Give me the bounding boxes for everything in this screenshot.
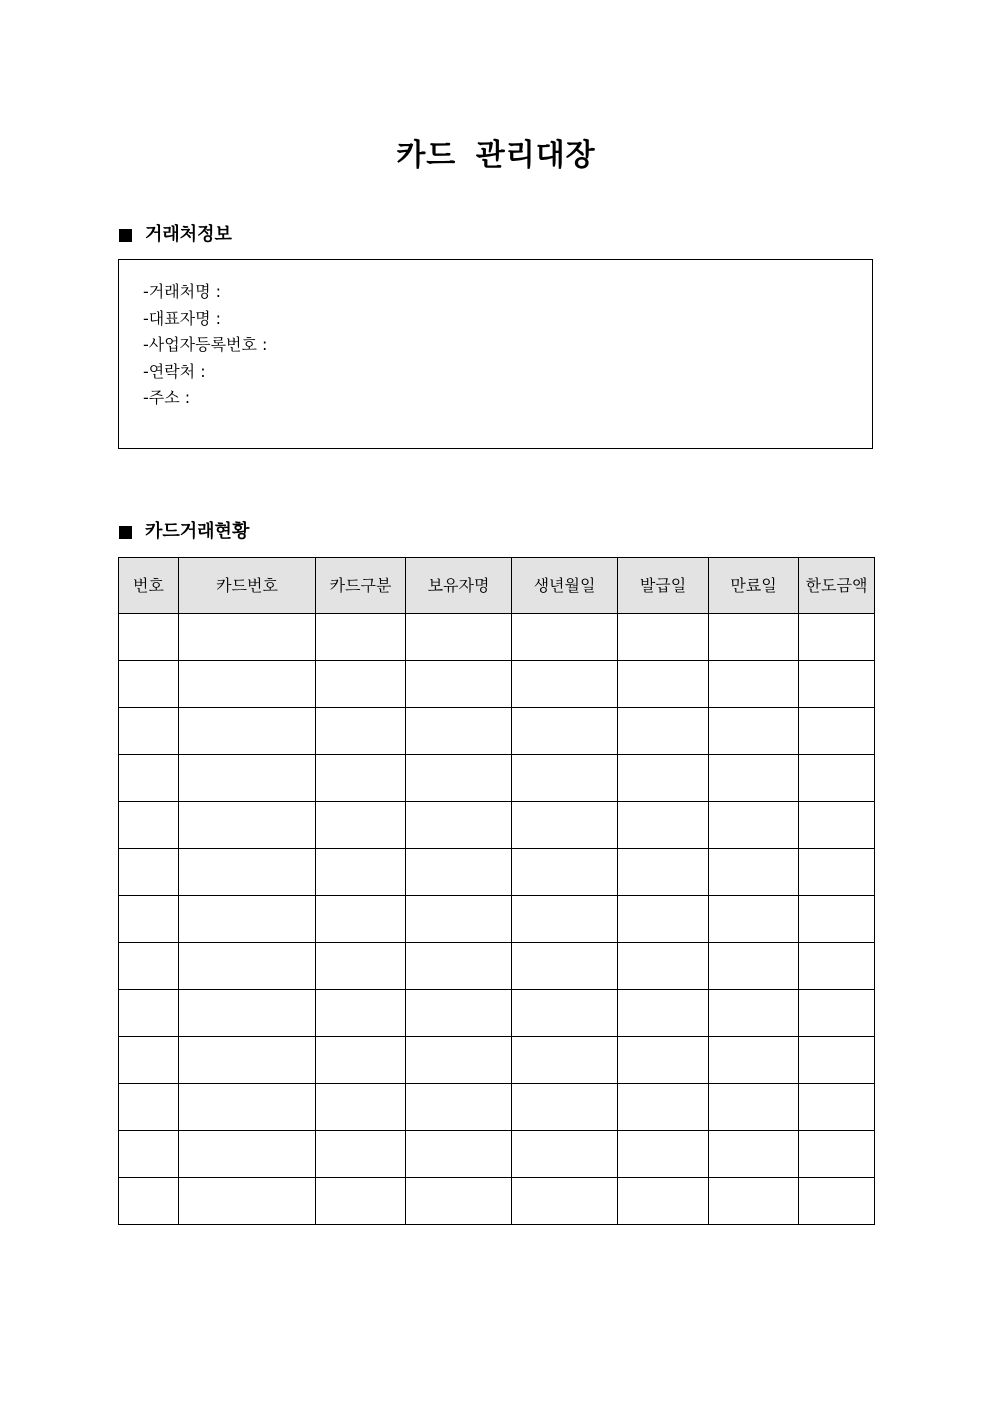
client-name-line [143,279,872,306]
cell-limit-amount[interactable] [799,661,875,708]
cell-card-number[interactable] [179,990,316,1037]
column-header-holder-name: 보유자명 [406,558,512,614]
cell-number[interactable] [119,661,179,708]
cell-issue-date[interactable] [618,755,709,802]
cell-card-number[interactable] [179,896,316,943]
cell-holder-name[interactable] [406,1131,512,1178]
cell-card-number[interactable] [179,661,316,708]
table-row [119,990,875,1037]
cell-expiry-date[interactable] [709,755,799,802]
document-title: 카드 관리대장 [396,138,596,173]
table-header-row [119,558,875,614]
cell-card-type[interactable] [316,802,406,849]
cell-expiry-date[interactable] [709,708,799,755]
table-row [119,1037,875,1084]
cell-holder-name[interactable] [406,708,512,755]
cell-issue-date[interactable] [618,661,709,708]
cell-limit-amount[interactable] [799,1037,875,1084]
square-bullet-icon [119,526,132,539]
cell-card-number[interactable] [179,1037,316,1084]
cell-card-type[interactable] [316,849,406,896]
cell-number[interactable] [119,708,179,755]
cell-birth-date[interactable] [512,1178,618,1225]
cell-issue-date[interactable] [618,896,709,943]
cell-number[interactable] [119,849,179,896]
cell-number[interactable] [119,802,179,849]
cell-card-number[interactable] [179,708,316,755]
cell-expiry-date[interactable] [709,1037,799,1084]
cell-number[interactable] [119,1037,179,1084]
cell-card-number[interactable] [179,1178,316,1225]
cell-number[interactable] [119,990,179,1037]
table-row [119,755,875,802]
representative-line [143,306,872,333]
column-header-card-type: 카드구분 [316,558,406,614]
cell-holder-name[interactable] [406,990,512,1037]
cell-card-number[interactable] [179,849,316,896]
cell-holder-name[interactable] [406,943,512,990]
cell-birth-date[interactable] [512,755,618,802]
cell-card-type[interactable] [316,661,406,708]
column-header-card-number: 카드번호 [179,558,316,614]
column-header-expiry-date: 만료일 [709,558,799,614]
cell-issue-date[interactable] [618,1037,709,1084]
cell-holder-name[interactable] [406,614,512,661]
cell-expiry-date[interactable] [709,896,799,943]
table-row [119,1178,875,1225]
table-row [119,849,875,896]
client-info-heading [119,222,232,248]
client-info-box [118,259,873,449]
address-label: -주소 : [143,388,191,407]
cell-card-type[interactable] [316,1131,406,1178]
cell-expiry-date[interactable] [709,1084,799,1131]
cell-holder-name[interactable] [406,1037,512,1084]
table-row [119,708,875,755]
cell-card-number[interactable] [179,614,316,661]
cell-number[interactable] [119,755,179,802]
cell-number[interactable] [119,1131,179,1178]
cell-birth-date[interactable] [512,708,618,755]
cell-card-number[interactable] [179,802,316,849]
cell-limit-amount[interactable] [799,1131,875,1178]
cell-card-type[interactable] [316,708,406,755]
table-row [119,1084,875,1131]
cell-number[interactable] [119,614,179,661]
cell-issue-date[interactable] [618,1178,709,1225]
cell-limit-amount[interactable] [799,708,875,755]
cell-birth-date[interactable] [512,802,618,849]
cell-expiry-date[interactable] [709,802,799,849]
table-row [119,802,875,849]
cell-issue-date[interactable] [618,943,709,990]
cell-card-number[interactable] [179,755,316,802]
cell-holder-name[interactable] [406,849,512,896]
cell-expiry-date[interactable] [709,661,799,708]
cell-birth-date[interactable] [512,1037,618,1084]
table-row [119,614,875,661]
contact-line [143,359,872,386]
cell-card-type[interactable] [316,1084,406,1131]
cell-holder-name[interactable] [406,1178,512,1225]
table-row [119,896,875,943]
address-line [143,385,872,412]
cell-number[interactable] [119,896,179,943]
cell-card-type[interactable] [316,1037,406,1084]
representative-label: -대표자명 : [143,308,222,328]
cell-expiry-date[interactable] [709,849,799,896]
column-header-birth-date: 생년월일 [512,558,618,614]
card-status-heading-text: 카드거래현황 [145,521,250,542]
cell-holder-name[interactable] [406,896,512,943]
table-row [119,661,875,708]
cell-limit-amount[interactable] [799,849,875,896]
business-number-line [143,332,872,359]
cell-limit-amount[interactable] [799,755,875,802]
cell-card-type[interactable] [316,614,406,661]
card-status-table [118,557,875,1225]
cell-limit-amount[interactable] [799,1084,875,1131]
cell-limit-amount[interactable] [799,943,875,990]
cell-card-type[interactable] [316,943,406,990]
cell-holder-name[interactable] [406,755,512,802]
cell-issue-date[interactable] [618,1084,709,1131]
cell-number[interactable] [119,1084,179,1131]
cell-birth-date[interactable] [512,661,618,708]
cell-holder-name[interactable] [406,661,512,708]
column-header-limit-amount: 한도금액 [799,558,875,614]
cell-limit-amount[interactable] [799,614,875,661]
cell-card-number[interactable] [179,1131,316,1178]
cell-birth-date[interactable] [512,1131,618,1178]
cell-issue-date[interactable] [618,708,709,755]
cell-birth-date[interactable] [512,896,618,943]
cell-limit-amount[interactable] [799,1178,875,1225]
table-row [119,1131,875,1178]
cell-issue-date[interactable] [618,614,709,661]
card-status-heading [119,519,249,545]
cell-expiry-date[interactable] [709,614,799,661]
column-header-issue-date: 발급일 [618,558,709,614]
cell-number[interactable] [119,943,179,990]
business-number-label: -사업자등록번호 : [143,335,268,354]
cell-birth-date[interactable] [512,614,618,661]
cell-limit-amount[interactable] [799,990,875,1037]
cell-limit-amount[interactable] [799,802,875,849]
cell-issue-date[interactable] [618,1131,709,1178]
cell-card-type[interactable] [316,1178,406,1225]
cell-birth-date[interactable] [512,943,618,990]
table-row [119,943,875,990]
client-name-label: -거래처명 : [143,282,222,301]
contact-label: -연락처 : [143,361,206,381]
client-info-heading-text: 거래처정보 [145,224,232,245]
square-bullet-icon [119,229,132,242]
cell-holder-name[interactable] [406,1084,512,1131]
cell-holder-name[interactable] [406,802,512,849]
cell-expiry-date[interactable] [709,1131,799,1178]
cell-expiry-date[interactable] [709,1178,799,1225]
cell-expiry-date[interactable] [709,990,799,1037]
cell-limit-amount[interactable] [799,896,875,943]
cell-birth-date[interactable] [512,849,618,896]
cell-card-number[interactable] [179,943,316,990]
cell-issue-date[interactable] [618,849,709,896]
cell-expiry-date[interactable] [709,943,799,990]
table-body [119,614,875,1225]
column-header-number: 번호 [119,558,179,614]
cell-birth-date[interactable] [512,990,618,1037]
cell-issue-date[interactable] [618,802,709,849]
cell-birth-date[interactable] [512,1084,618,1131]
cell-card-number[interactable] [179,1084,316,1131]
cell-number[interactable] [119,1178,179,1225]
cell-issue-date[interactable] [618,990,709,1037]
cell-card-type[interactable] [316,755,406,802]
cell-card-type[interactable] [316,990,406,1037]
cell-card-type[interactable] [316,896,406,943]
